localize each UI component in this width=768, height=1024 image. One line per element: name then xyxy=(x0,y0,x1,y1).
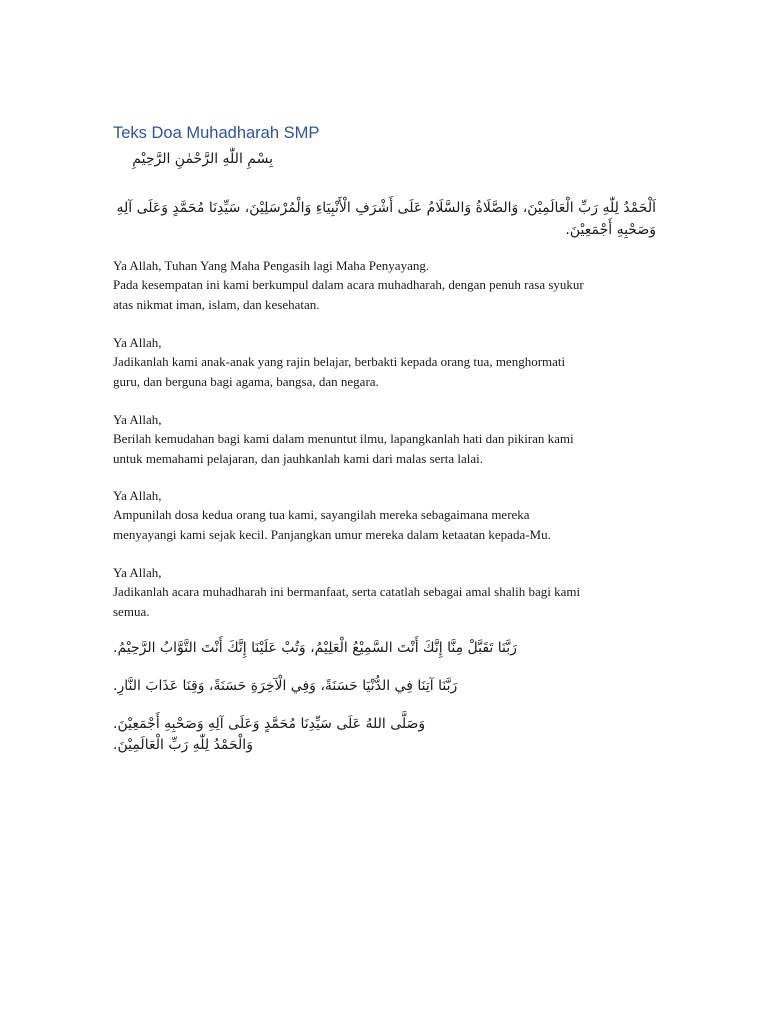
paragraph-line: Berilah kemudahan bagi kami dalam menuntut ilmu, lapangkanlah hati dan pikiran kami xyxy=(113,431,574,447)
paragraph-line: Ya Allah, xyxy=(113,335,162,350)
paragraph-line: guru, dan berguna bagi agama, bangsa, dan negara. xyxy=(113,373,379,389)
paragraph-event xyxy=(113,563,658,621)
paragraph-learning xyxy=(113,410,658,468)
closing-arabic-line: وَصَلَّى اللهُ عَلَى سَيِّدِنَا مُحَمَّدٍ وَعَلَى آلِهِ وَصَحْبِهِ أَجْمَعِيْنَ. xyxy=(113,716,426,732)
closing-arabic-line: رَبَّنَا آتِنَا فِي الدُّنْيَا حَسَنَةً، وَفِي الْآخِرَةِ حَسَنَةً، وَقِنَا عَذَابَ النَّارِ. xyxy=(113,678,458,694)
paragraph-line: Ampunilah dosa kedua orang tua kami, sayangilah mereka sebagaimana mereka xyxy=(113,507,530,523)
paragraph-opening xyxy=(113,256,658,314)
paragraph-line: menyayangi kami sejak kecil. Panjangkan umur mereka dalam ketaatan kepada-Mu. xyxy=(113,526,551,542)
paragraph-students xyxy=(113,333,658,391)
closing-arabic-line: وَالْحَمْدُ لِلّٰهِ رَبِّ الْعَالَمِيْنَ. xyxy=(113,737,253,753)
document-title: Teks Doa Muhadharah SMP xyxy=(113,124,320,142)
paragraph-line: Ya Allah, Tuhan Yang Maha Pengasih lagi Maha Penyayang. xyxy=(113,258,430,273)
paragraph-line: Ya Allah, xyxy=(113,565,162,580)
paragraph-parents xyxy=(113,486,658,544)
paragraph-line: semua. xyxy=(113,603,150,619)
paragraph-line: Jadikanlah acara muhadharah ini bermanfaat, serta catatlah sebagai amal shalih bagi kami xyxy=(113,584,581,600)
paragraph-line: untuk memahami pelajaran, dan jauhkanlah kami dari malas serta lalai. xyxy=(113,450,483,466)
paragraph-line: atas nikmat iman, islam, dan kesehatan. xyxy=(113,296,320,312)
paragraph-line: Ya Allah, xyxy=(113,412,162,427)
paragraph-line: Jadikanlah kami anak-anak yang rajin belajar, berbakti kepada orang tua, menghormati xyxy=(113,354,566,370)
paragraph-line: Pada kesempatan ini kami berkumpul dalam acara muhadharah, dengan penuh rasa syukur xyxy=(113,277,584,293)
paragraph-line: Ya Allah, xyxy=(113,488,162,503)
closing-arabic-line: رَبَّنَا تَقَبَّلْ مِنَّا إِنَّكَ أَنْتَ السَّمِيْعُ الْعَلِيْمُ، وَتُبْ عَلَيْنَا إِنَّكَ أَنْتَ التَّوَّابُ الرَّحِيْمُ. xyxy=(113,640,517,656)
bismillah-line: بِسْمِ اللّٰهِ الرَّحْمٰنِ الرَّحِيْمِ xyxy=(132,151,273,167)
opening-arabic-prayer: اَلْحَمْدُ لِلّٰهِ رَبِّ الْعَالَمِيْنَ، وَالصَّلَاةُ وَالسَّلَامُ عَلَى أَشْرَفِ الْأَنْبِيَاءِ وَالْمُرْسَلِيْنَ، سَيِّدِنَا مُحَمَّدٍ وَعَلَى آلِهِ وَصَحْبِهِ أَجْمَعِيْنَ. xyxy=(116,200,656,238)
